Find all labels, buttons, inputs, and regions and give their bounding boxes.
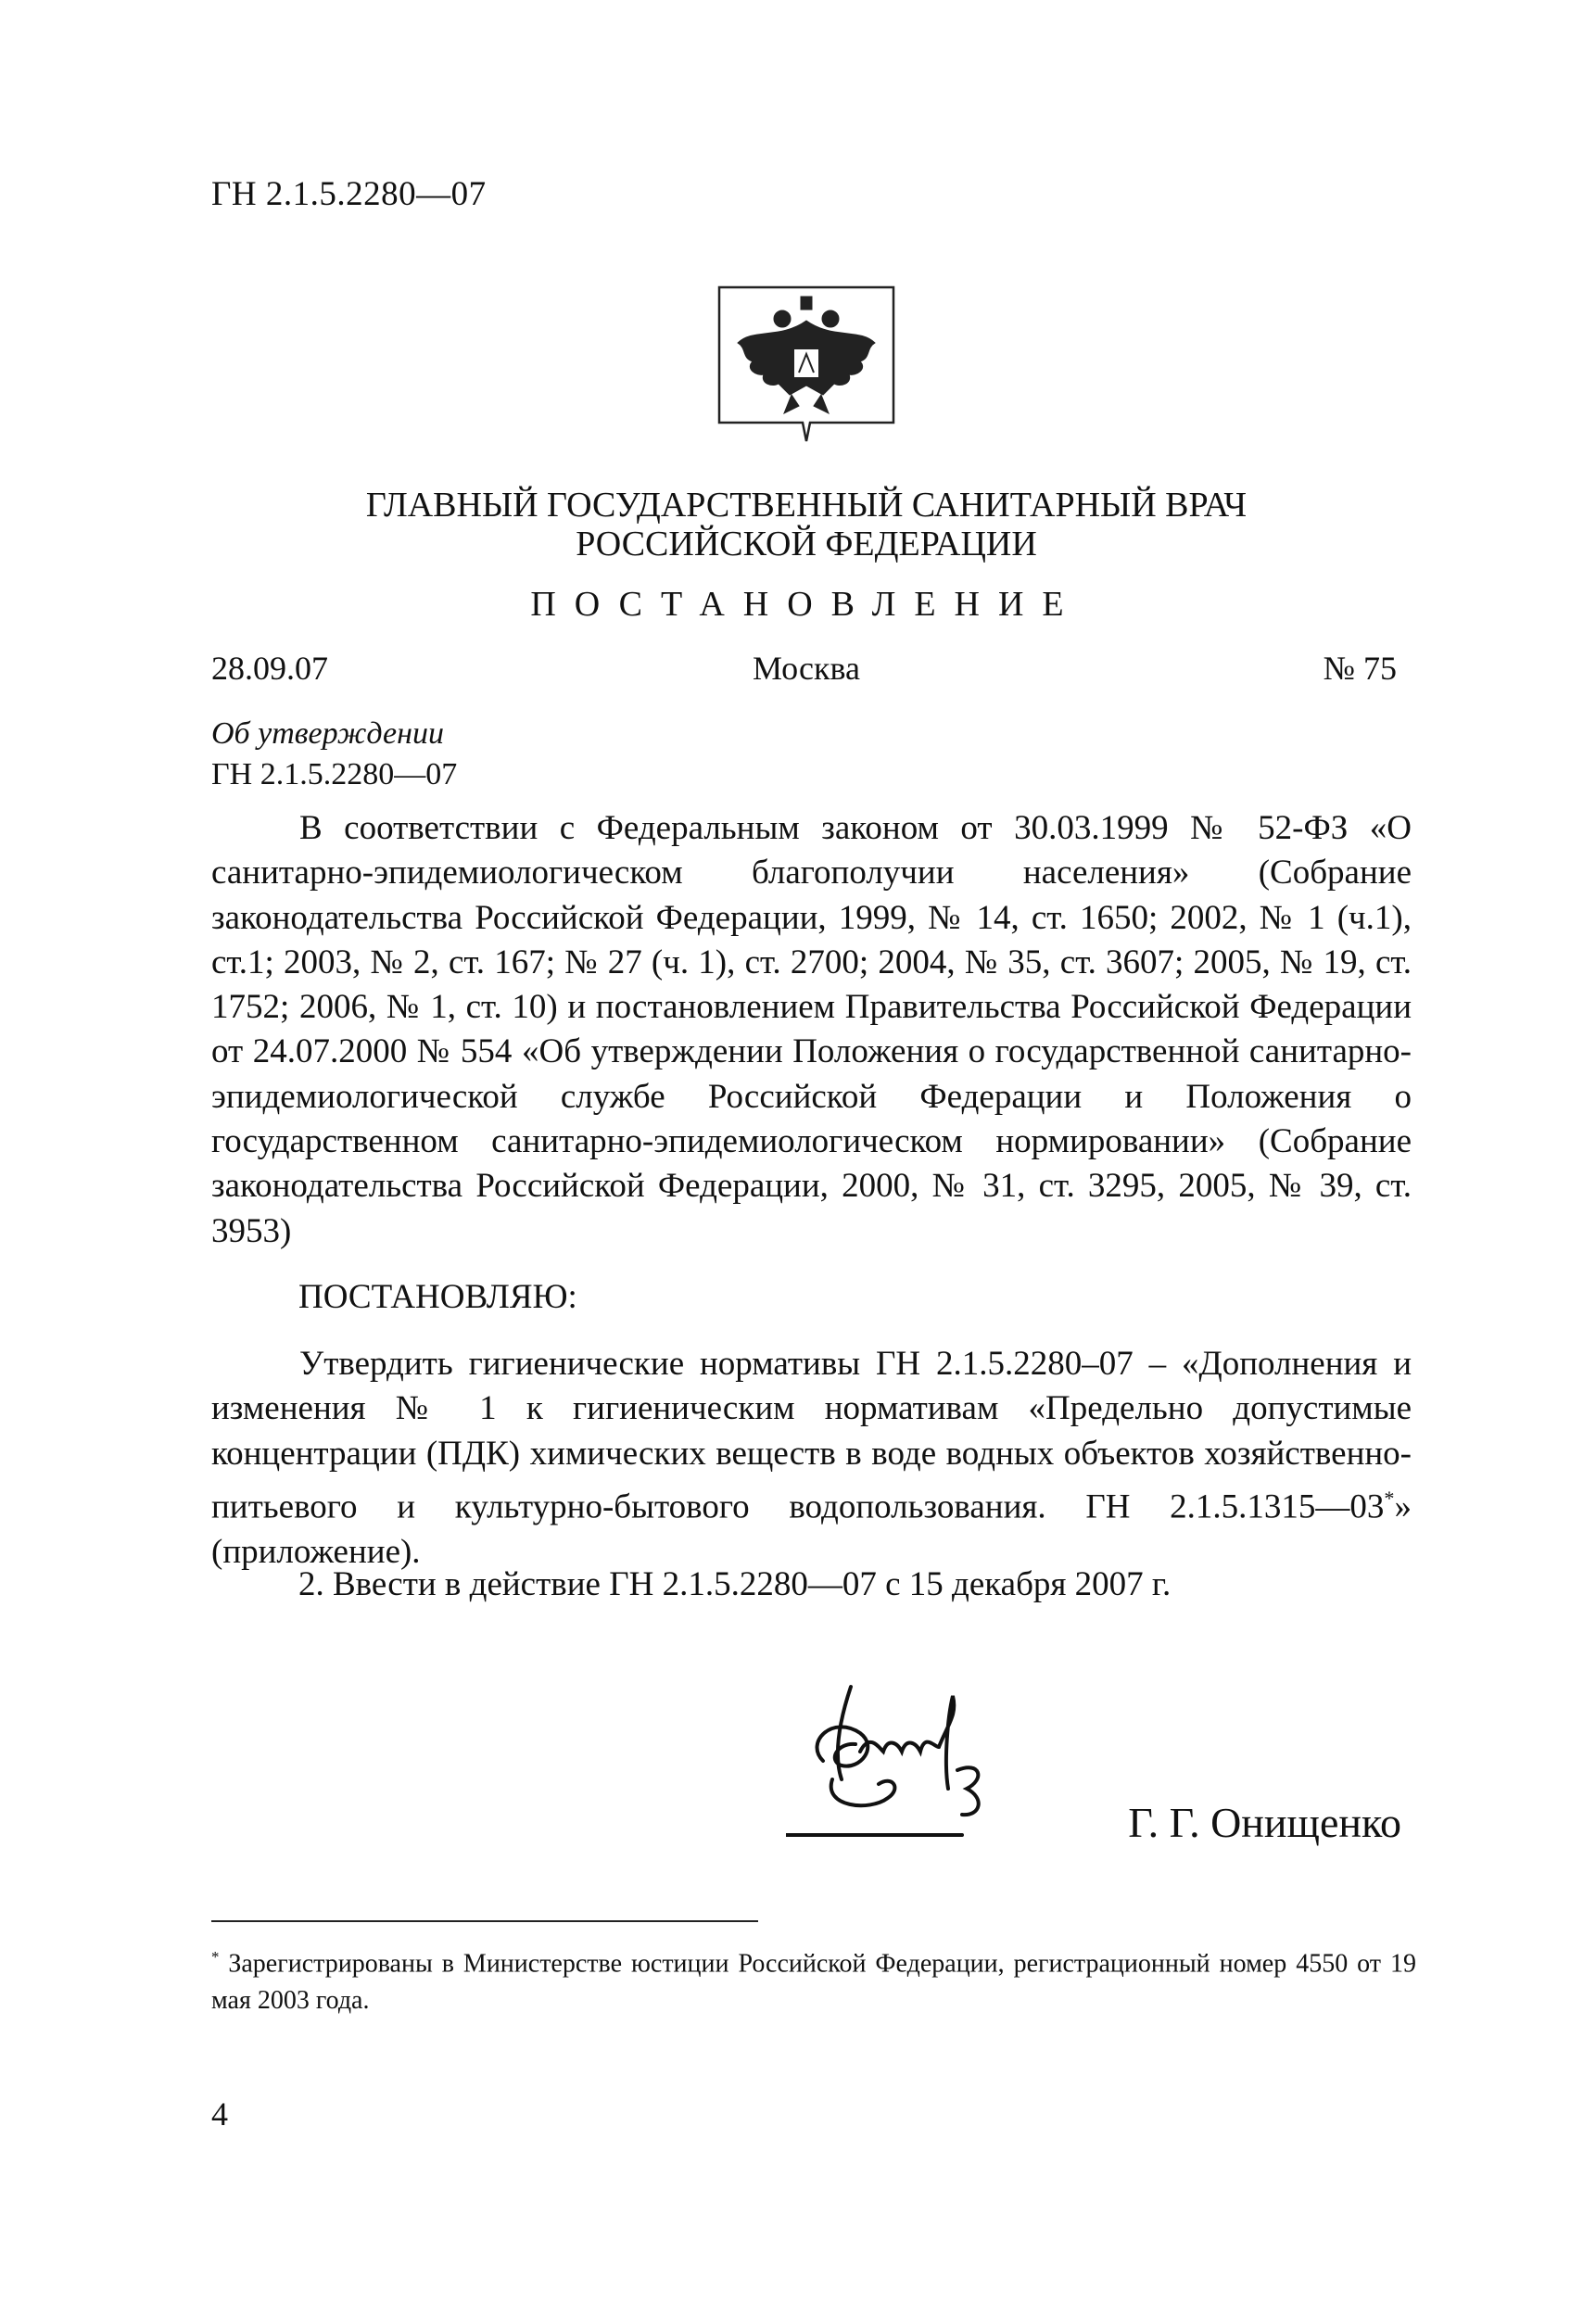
document-city: Москва	[753, 650, 860, 687]
signer-name: Г. Г. Онищенко	[1128, 1799, 1401, 1846]
subject-line2: ГН 2.1.5.2280—07	[211, 757, 458, 791]
authority-title-line1: ГЛАВНЫЙ ГОСУДАРСТВЕННЫЙ САНИТАРНЫЙ ВРАЧ	[365, 486, 1248, 525]
decree-word: ПОСТАНОВЛЯЮ:	[298, 1278, 577, 1316]
document-date: 28.09.07	[211, 650, 328, 687]
russian-coat-of-arms-icon	[716, 284, 897, 460]
handwritten-signature	[786, 1659, 1064, 1844]
page-number: 4	[211, 2095, 228, 2132]
authority-title-line2: РОССИЙСКОЙ ФЕДЕРАЦИИ	[576, 525, 1037, 563]
document-type: ПОСТАНОВЛЕНИЕ	[530, 585, 1083, 624]
document-number: № 75	[1323, 650, 1397, 687]
footnote	[211, 1939, 1416, 2019]
subject-line1: Об утверждении	[211, 716, 444, 751]
basis-paragraph: В соответствии с Федеральным законом от 30.03.1999 № 52-ФЗ «О санитарно-эпидемиологическом благополучии населения» (Собрание законодательства Российской Федерации, 1999, № 14, ст. 1650; 2002, № 1 (ч.1), ст.1; 2003, № 2, ст. 167; № 27 (ч. 1), ст. 2700; 2004, № 35, ст. 3607; 2005, № 19, ст. 1752; 2006, № 1, ст. 10) и постановлением Правительства Российской Федерации от 24.07.2000 № 554 «Об утверждении Положения о государственной санитарно-эпидемиологической службе Российской Федерации и Положения о государственном санитарно-эпидемиологическом нормировании» (Собрание законодательства Российской Федерации, 2000, № 31, ст. 3295, 2005, № 39, ст. 3953)	[211, 809, 1412, 1250]
footnote-divider	[211, 1920, 758, 1922]
subject-block	[211, 714, 457, 795]
item-2-paragraph: 2. Ввести в действие ГН 2.1.5.2280—07 с 15 декабря 2007 г.	[298, 1565, 1172, 1603]
item-1-text: Утвердить гигиенические нормативы ГН 2.1.5.2280–07 – «Дополнения и изменения № 1 к гигиеническим нормативам «Предельно допустимые концентрации (ПДК) химических веществ в воде водных объектов хозяйственно-питьевого и культурно-бытового водопользования. ГН 2.1.5.1315—03	[211, 1345, 1412, 1526]
footnote-marker: *	[211, 1948, 220, 1966]
document-code: ГН 2.1.5.2280—07	[211, 175, 487, 213]
item-1-end: » (приложение).	[211, 1487, 1412, 1571]
item-1-paragraph	[211, 1342, 1412, 1575]
footnote-text: Зарегистрированы в Министерстве юстиции Российской Федерации, регистрационный номер 4550 от 19 мая 2003 года.	[211, 1949, 1416, 2016]
footnote-mark: *	[1384, 1486, 1395, 1510]
